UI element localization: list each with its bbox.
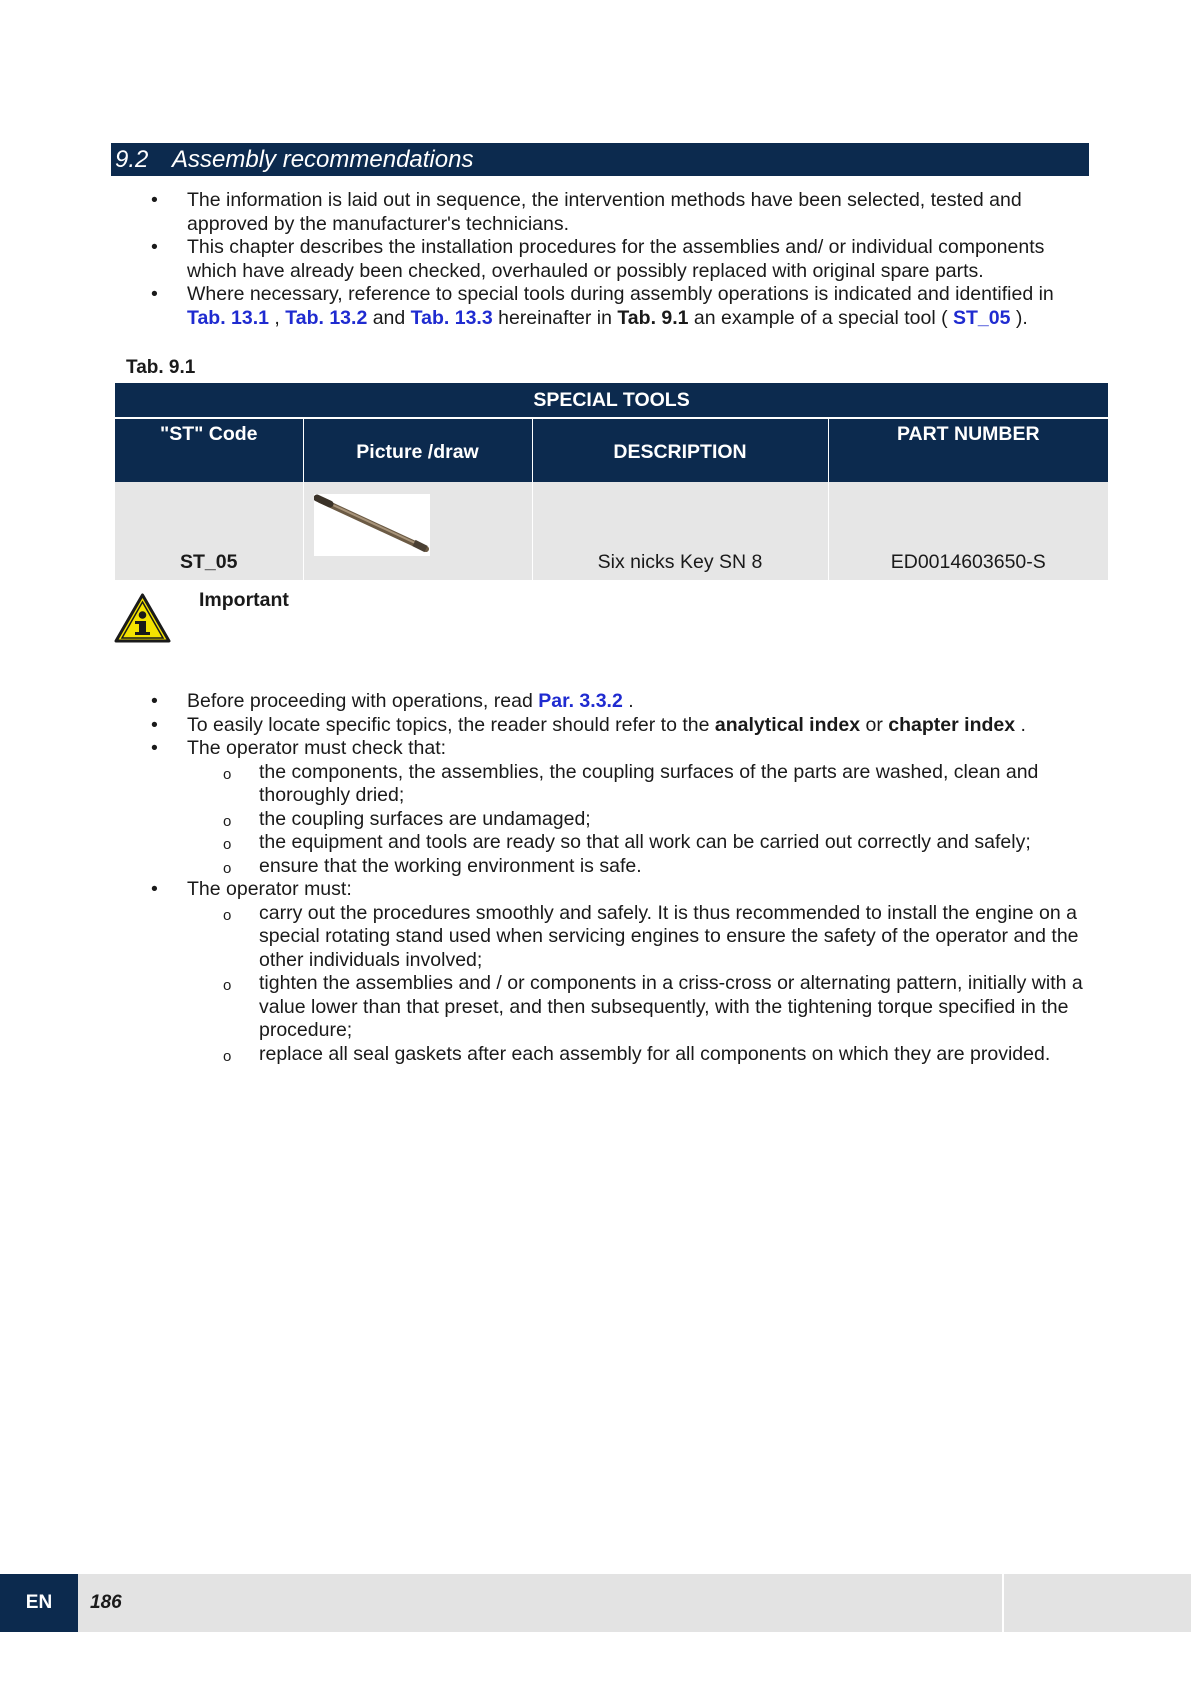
list-item bbox=[0, 690, 1087, 714]
list-item bbox=[0, 236, 1087, 283]
sub-list-item: o ensure that the working environment is safe. bbox=[187, 855, 1104, 879]
section-number: 9.2 bbox=[115, 146, 149, 173]
bullet-text: To easily locate specific topics, the reader should refer to the bbox=[187, 713, 715, 736]
sub-list-item: o replace all seal gaskets after each assembly for all components on which they are provided. bbox=[187, 1043, 1104, 1067]
bullet-text: Where necessary, reference to special tools during assembly operations is indicated and identified in bbox=[187, 283, 1054, 305]
description-cell: Six nicks Key SN 8 bbox=[532, 482, 828, 580]
bullet-text: . bbox=[622, 690, 634, 712]
page-number: 186 bbox=[90, 1592, 122, 1613]
link-st-05[interactable]: ST_05 bbox=[953, 306, 1011, 329]
sub-list-item: o tighten the assemblies and / or components in a criss-cross or alternating pattern, initially with a value lower than that preset, and then subsequently, with the tightening torque specified in the procedure; bbox=[187, 972, 1104, 1043]
bullet-text: Before proceeding with operations, read bbox=[187, 690, 539, 712]
important-label: Important bbox=[199, 589, 289, 611]
picture-cell bbox=[303, 482, 532, 580]
bullet-text: and bbox=[367, 306, 411, 329]
analytical-index-ref: analytical index bbox=[714, 713, 861, 736]
column-header-description: DESCRIPTION bbox=[532, 418, 828, 482]
bullet-text: This chapter describes the installation procedures for the assemblies and/ or individual components which have already been checked, overhauled or possibly replaced with original spare parts. bbox=[187, 236, 1045, 282]
sub-list-item: o the components, the assemblies, the coupling surfaces of the parts are washed, clean and thoroughly dried; bbox=[187, 761, 1104, 808]
section-heading bbox=[111, 143, 1089, 176]
bullet-text: The operator must: bbox=[187, 878, 352, 900]
bullet-text: or bbox=[860, 713, 889, 736]
table-row bbox=[115, 482, 1108, 580]
table-title: SPECIAL TOOLS bbox=[115, 383, 1108, 418]
tab-reference: Tab. 9.1 bbox=[617, 306, 689, 329]
bullet-text: . bbox=[1015, 713, 1026, 736]
list-item bbox=[0, 878, 1087, 1066]
check-sublist bbox=[187, 761, 1087, 879]
warning-info-icon bbox=[114, 593, 171, 648]
list-item bbox=[0, 189, 1087, 236]
section-title: Assembly recommendations bbox=[172, 146, 474, 173]
column-header-picture: Picture /draw bbox=[303, 418, 532, 482]
sub-list-item: o carry out the procedures smoothly and safely. It is thus recommended to install the engine on a special rotating stand used when servicing engines to ensure the safety of the operator and the other individuals involved; bbox=[187, 902, 1104, 973]
notes-list bbox=[0, 690, 1087, 1066]
six-nicks-key-image bbox=[314, 494, 430, 556]
special-tools-table bbox=[115, 383, 1108, 580]
sub-list-item: o the coupling surfaces are undamaged; bbox=[187, 808, 1104, 832]
link-tab-13-3[interactable]: Tab. 13.3 bbox=[410, 306, 493, 329]
footer-language: EN bbox=[0, 1574, 78, 1632]
sub-list-item: o the equipment and tools are ready so that all work can be carried out correctly and safely; bbox=[187, 831, 1104, 855]
bullet-text: ). bbox=[1010, 306, 1028, 329]
link-tab-13-1[interactable]: Tab. 13.1 bbox=[187, 306, 270, 329]
must-sublist bbox=[187, 902, 1087, 1067]
bullet-text: The information is laid out in sequence, the intervention methods have been selected, tested and approved by the manufacturer's technicians. bbox=[187, 189, 1022, 235]
link-par-3-3-2[interactable]: Par. 3.3.2 bbox=[538, 690, 623, 712]
st-code-cell: ST_05 bbox=[115, 482, 303, 580]
list-item bbox=[0, 714, 1087, 738]
bullet-text: an example of a special tool ( bbox=[688, 306, 953, 329]
column-header-part-number: PART NUMBER bbox=[828, 418, 1108, 482]
bullet-text: , bbox=[269, 306, 286, 329]
bullet-text: The operator must check that: bbox=[187, 737, 447, 759]
bullet-text: hereinafter in bbox=[492, 306, 618, 329]
column-header-st-code: "ST" Code bbox=[115, 418, 303, 482]
chapter-index-ref: chapter index bbox=[888, 713, 1016, 736]
table-caption: Tab. 9.1 bbox=[126, 357, 196, 378]
link-tab-13-2[interactable]: Tab. 13.2 bbox=[285, 306, 368, 329]
list-item bbox=[0, 737, 1087, 878]
intro-bullet-list bbox=[0, 189, 1087, 330]
footer-bar bbox=[0, 1574, 1191, 1632]
list-item bbox=[0, 283, 1087, 330]
part-number-cell: ED0014603650-S bbox=[828, 482, 1108, 580]
footer-divider bbox=[1002, 1574, 1004, 1632]
